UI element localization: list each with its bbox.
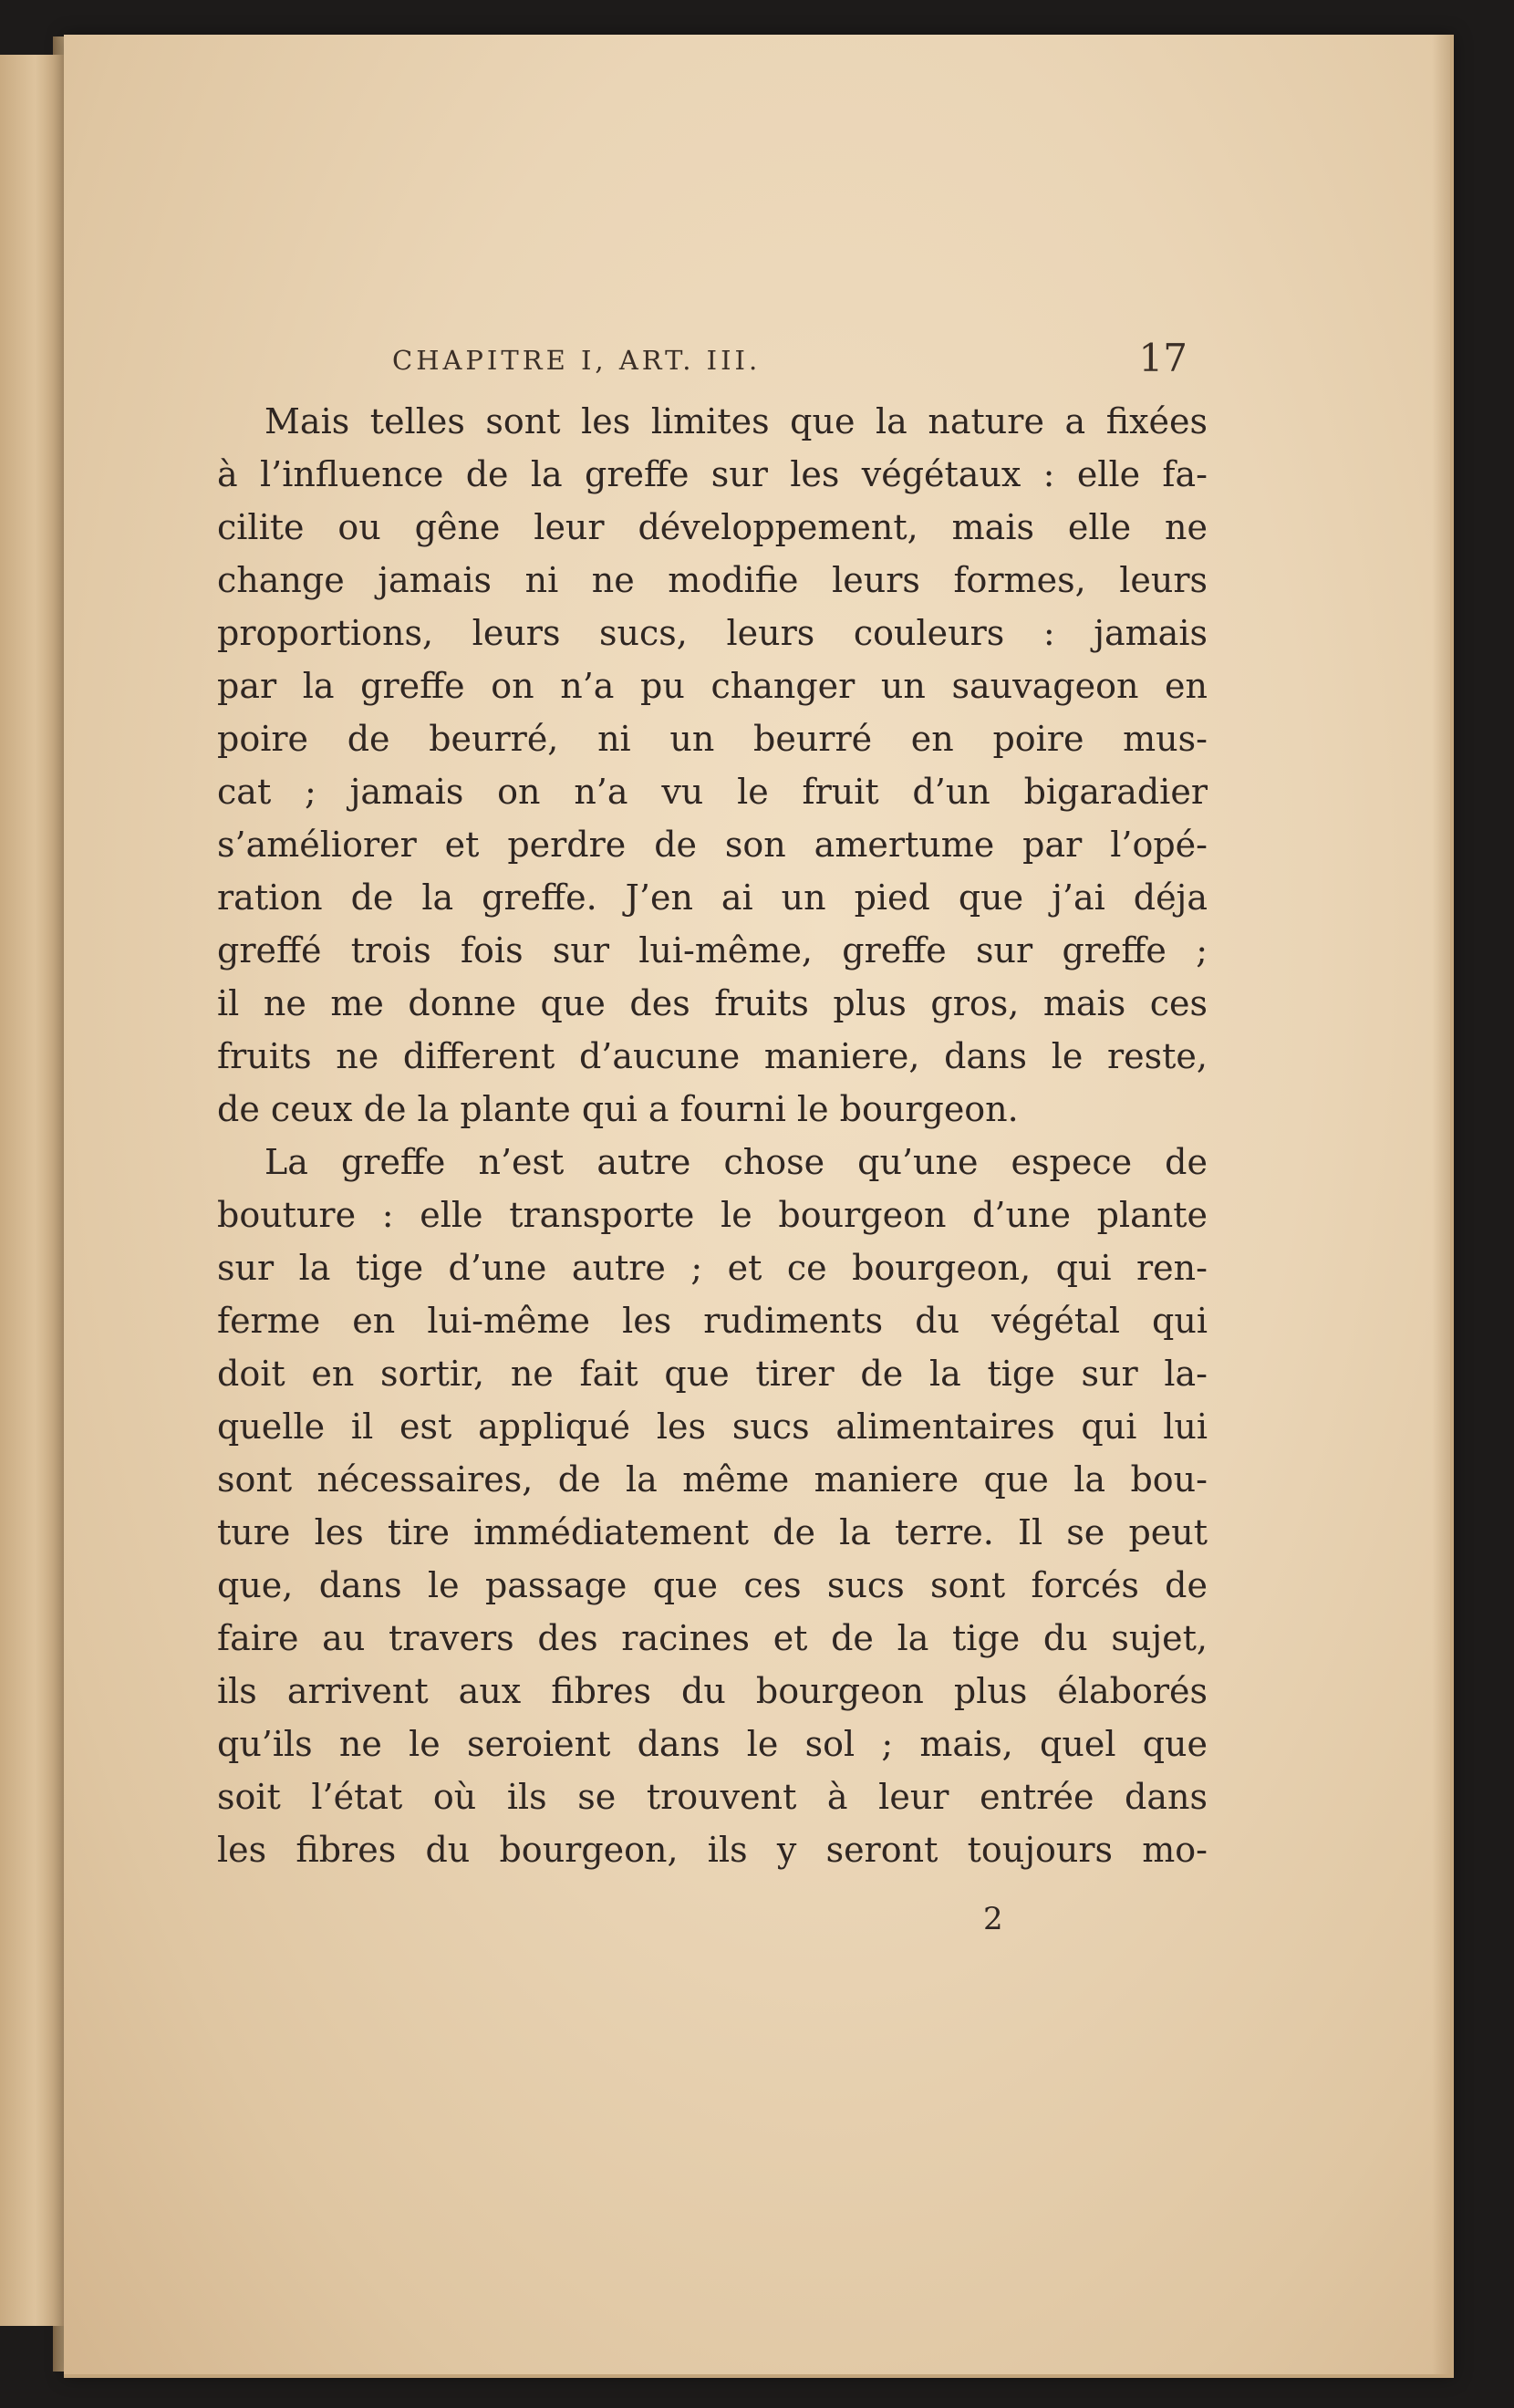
text-line: il ne me donne que des fruits plus gros, mais ces [217,983,1208,1023]
text-line: poire de beurré, ni un beurré en poire mus- [217,719,1208,759]
text-line: de ceux de la plante qui a fourni le bourgeon. [217,1089,1019,1129]
text-line: quelle il est appliqué les sucs alimentaires qui lui [217,1406,1208,1447]
text-line: sont nécessaires, de la même maniere que la bou- [217,1459,1208,1500]
text-line: qu’ils ne le seroient dans le sol ; mais, quel que [217,1724,1208,1764]
text-line: cilite ou gêne leur développement, mais elle ne [217,507,1208,547]
text-line: ils arrivent aux fibres du bourgeon plus élaborés [217,1671,1208,1711]
text-line: que, dans le passage que ces sucs sont forcés de [217,1565,1208,1605]
text-line: La greffe n’est autre chose qu’une espece de [264,1142,1208,1182]
text-line: cat ; jamais on n’a vu le fruit d’un bigaradier [217,772,1208,812]
body-text [217,395,1208,1876]
text-line: à l’influence de la greffe sur les végétaux : elle fa- [217,454,1208,494]
page-right-edge [1432,35,1450,2374]
text-line: sur la tige d’une autre ; et ce bourgeon, qui ren- [217,1248,1208,1288]
text-line: ferme en lui-même les rudiments du végétal qui [217,1301,1208,1341]
text-line: soit l’état où ils se trouvent à leur entrée dans [217,1777,1208,1817]
text-line: ture les tire immédiatement de la terre. Il se peut [217,1512,1208,1552]
running-head [392,336,1187,381]
text-line: doit en sortir, ne fait que tirer de la tige sur la- [217,1354,1208,1394]
page-number: 17 [1138,336,1187,380]
text-line: proportions, leurs sucs, leurs couleurs : jamais [217,613,1208,653]
text-line: change jamais ni ne modifie leurs formes, leurs [217,560,1208,600]
facing-page-edge [0,55,66,2326]
text-line: faire au travers des racines et de la tige du sujet, [217,1618,1208,1658]
text-line: bouture : elle transporte le bourgeon d’une plante [217,1195,1208,1235]
text-line: s’améliorer et perdre de son amertume par l’opé- [217,825,1208,865]
text-line: ration de la greffe. J’en ai un pied que j’ai déja [217,877,1208,918]
signature-mark: 2 [983,1901,1003,1937]
book-page [64,35,1454,2378]
text-line: fruits ne different d’aucune maniere, dans le reste, [217,1036,1208,1076]
text-line: greffé trois fois sur lui-même, greffe sur greffe ; [217,930,1208,970]
running-title: CHAPITRE I, ART. III. [392,345,762,376]
text-line: Mais telles sont les limites que la nature a fixées [264,401,1208,441]
text-line: les fibres du bourgeon, ils y seront toujours mo- [217,1830,1208,1870]
text-line: par la greffe on n’a pu changer un sauvageon en [217,666,1208,706]
